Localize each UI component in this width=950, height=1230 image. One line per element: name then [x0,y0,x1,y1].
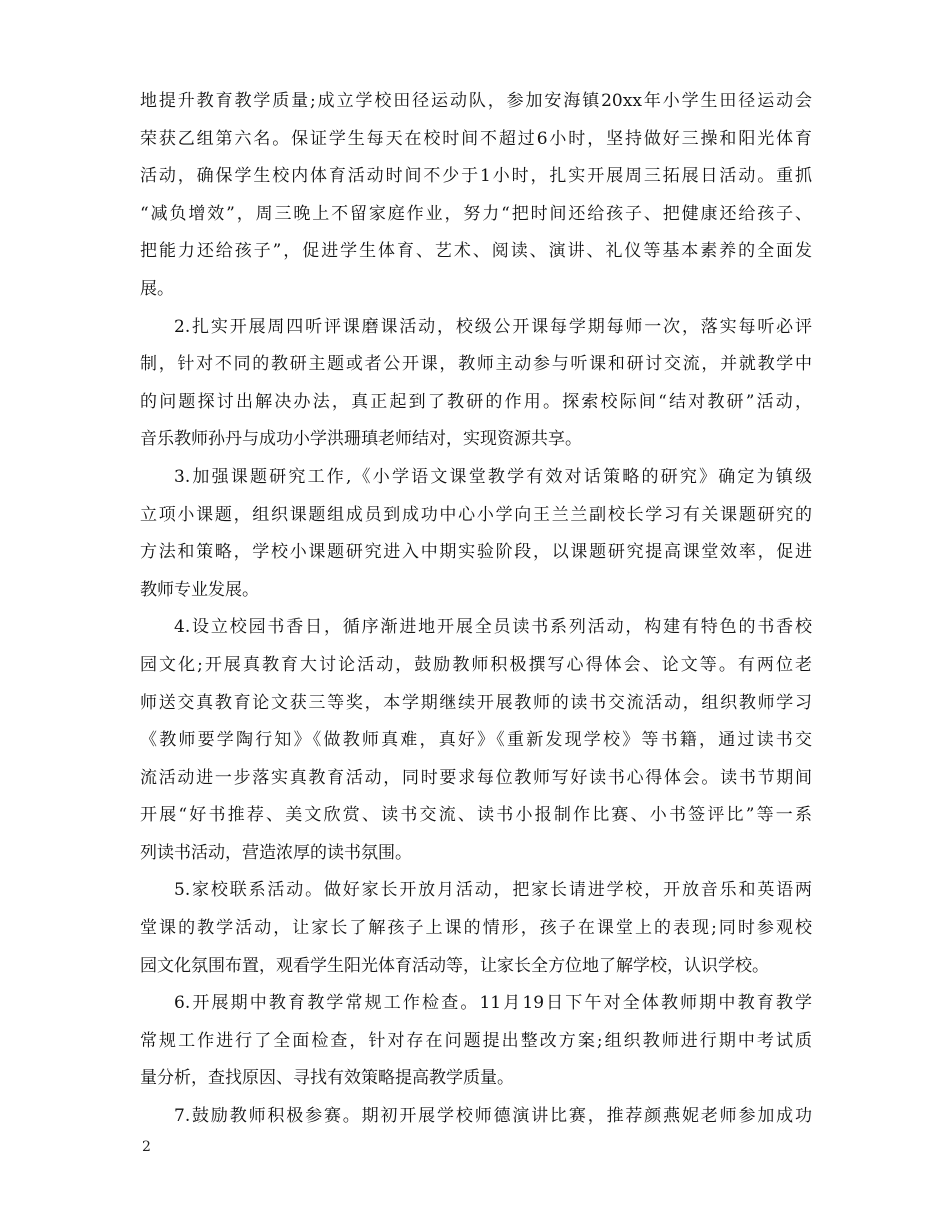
text-line: 开展“好书推荐、美文欣赏、读书交流、读书小报制作比赛、小书签评比”等一系 [140,805,812,826]
text-line: 音乐教师孙丹与成功小学洪珊瑱老师结对，实现资源共享。 [140,429,582,450]
text-line: 列读书活动，营造浓厚的读书氛围。 [140,842,412,863]
text-line: 堂课的教学活动，让家长了解孩子上课的情形，孩子在课堂上的表现;同时参观校 [140,918,812,939]
text-line: 师送交真教育论文获三等奖，本学期继续开展教师的读书交流活动，组织教师学习 [140,692,812,713]
text-line: 园文化;开展真教育大讨论活动，鼓励教师积极撰写心得体会、论文等。有两位老 [140,654,812,675]
document-body [140,88,812,1141]
text-line: 4.设立校园书香日，循序渐进地开展全员读书系列活动，构建有特色的书香校 [174,617,812,638]
text-line: 《教师要学陶行知》《做教师真难，真好》《重新发现学校》等书籍，通过读书交 [140,730,812,751]
text-line: 常规工作进行了全面检查，针对存在问题提出整改方案;组织教师进行期中考试质 [140,1030,812,1051]
text-line: 量分析，查找原因、寻找有效策略提高教学质量。 [140,1068,514,1089]
text-line: 展。 [140,278,174,299]
text-line: 活动，确保学生校内体育活动时间不少于1小时，扎实开展周三拓展日活动。重抓 [140,166,812,187]
text-line: 方法和策略，学校小课题研究进入中期实验阶段，以课题研究提高课堂效率，促进 [140,542,812,563]
text-line: 立项小课题，组织课题组成员到成功中心小学向王兰兰副校长学习有关课题研究的 [140,504,812,525]
text-line: 把能力还给孩子”，促进学生体育、艺术、阅读、演讲、礼仪等基本素养的全面发 [140,241,812,262]
text-line: 3.加强课题研究工作,《小学语文课堂教学有效对话策略的研究》确定为镇级 [174,466,812,487]
text-line: 的问题探讨出解决办法，真正起到了教研的作用。探索校际间“结对教研”活动， [140,391,812,412]
text-line: 7.鼓励教师积极参赛。期初开展学校师德演讲比赛，推荐颜燕妮老师参加成功 [174,1106,812,1127]
text-line: “减负增效”，周三晚上不留家庭作业，努力“把时间还给孩子、把健康还给孩子、 [140,203,812,224]
text-line: 园文化氛围布置，观看学生阳光体育活动等，让家长全方位地了解学校，认识学校。 [140,955,769,976]
text-line: 6.开展期中教育教学常规工作检查。11月19日下午对全体教师期中教育教学 [174,993,812,1014]
text-line: 制，针对不同的教研主题或者公开课，教师主动参与听课和研讨交流，并就教学中 [140,354,812,375]
text-line: 地提升教育教学质量;成立学校田径运动队，参加安海镇20xx年小学生田径运动会 [140,91,812,111]
text-line: 5.家校联系活动。做好家长开放月活动，把家长请进学校，开放音乐和英语两 [174,880,812,901]
text-line: 2.扎实开展周四听评课磨课活动，校级公开课每学期每师一次，落实每听必评 [174,316,812,337]
text-line: 教师专业发展。 [140,579,259,600]
page-number: 2 [142,1139,151,1155]
text-line: 荣获乙组第六名。保证学生每天在校时间不超过6小时，坚持做好三操和阳光体育 [140,128,812,149]
text-line: 流活动进一步落实真教育活动，同时要求每位教师写好读书心得体会。读书节期间 [140,767,812,788]
